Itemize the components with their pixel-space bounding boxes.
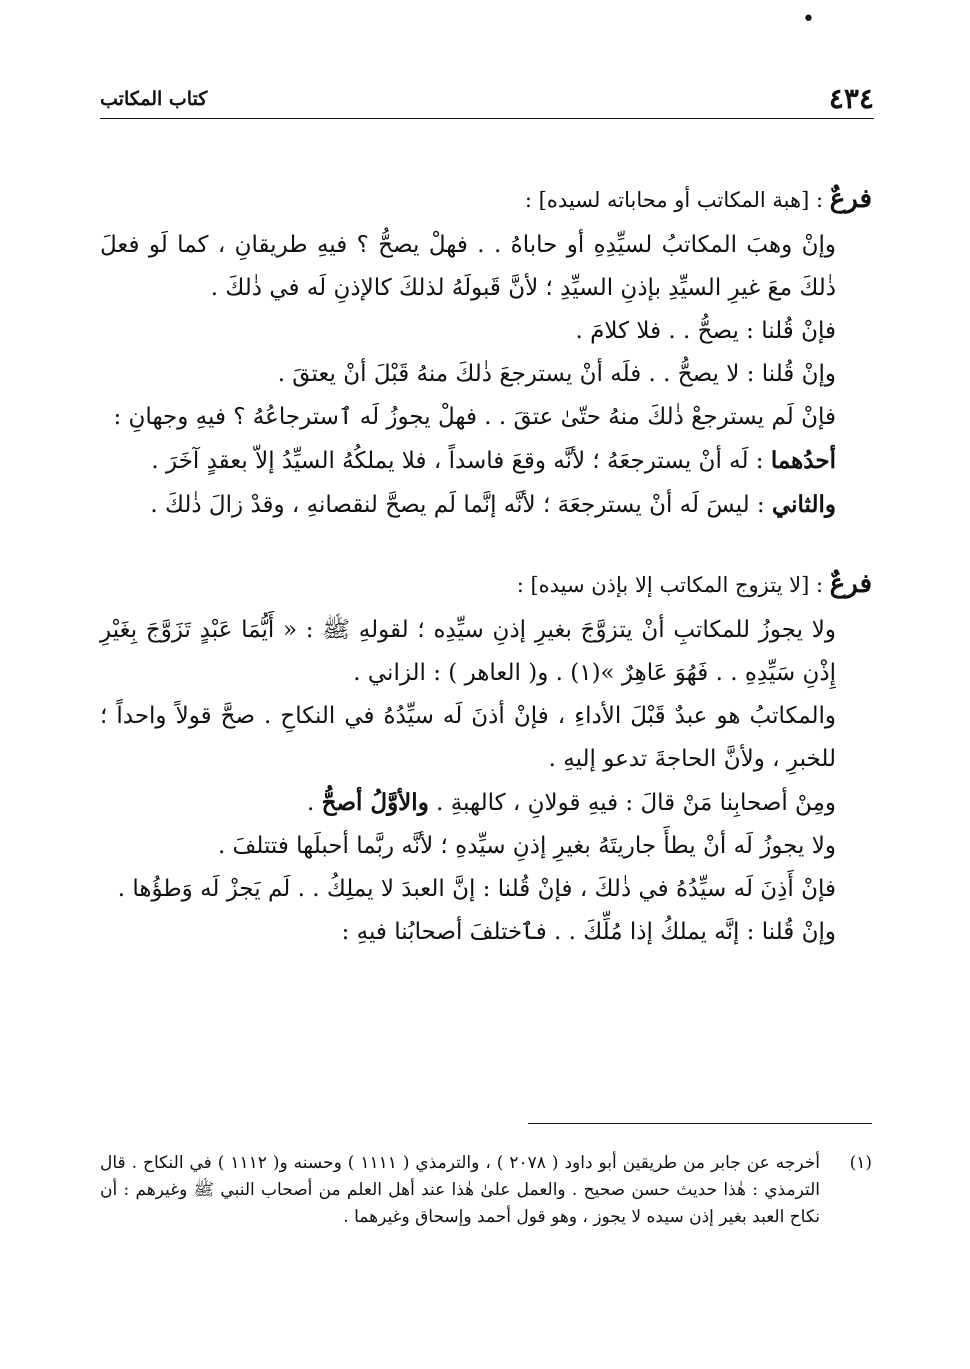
section-label: فرعٌ <box>829 569 872 599</box>
paragraph-text: وإنْ قُلنا : لا يصحُّ . . فلَه أنْ يسترجعَ ذٰلكَ منهُ قَبْلَ أنْ يعتقَ . <box>277 361 836 387</box>
opinion-label: أحدُهما <box>770 447 836 474</box>
paragraph-text: والمكاتبُ هو عبدٌ قَبْلَ الأداءِ ، فإنْ أذنَ لَه سيِّدُهُ في النكاحِ . صحَّ قولاً واحداً ؛ للخبرِ ، ولأنَّ الحاجةَ تدعو إليهِ . <box>100 703 836 772</box>
paragraph <box>100 825 872 868</box>
paragraph-text: ومِنْ أصحابِنا مَنْ قالَ : فيهِ قولانِ ، كالهبةِ . <box>428 790 836 816</box>
footnote-separator <box>528 1123 872 1124</box>
paragraph-text: فإنْ قُلنا : يصحُّ . . فلا كلامَ . <box>575 318 836 344</box>
paragraph-text: ولا يجوزُ لَه أنْ يطأَ جاريتَهُ بغيرِ إذنِ سيِّدهِ ؛ لأنَّه ربَّما أحبلَها فتتلفَ . <box>217 833 836 859</box>
paragraph <box>100 439 872 483</box>
paragraph-text: : لَه أنْ يسترجعَهُ ؛ لأنَّه وقعَ فاسداً ، فلا يملكُهُ السيِّدُ إلاّ بعقدٍ آخَرَ . <box>151 448 771 474</box>
running-header <box>100 78 874 119</box>
section-label: فرعٌ <box>829 184 872 214</box>
paragraph <box>100 911 872 954</box>
paragraph-text: فإنْ لَم يسترجعْ ذٰلكَ منهُ حتّىٰ عتقَ . . فهلْ يجوزُ لَه ٱسترجاعُهُ ؟ فيهِ وجهانِ : <box>113 404 836 430</box>
book-title: كتاب المكاتب <box>100 88 208 110</box>
footnote-number: (١) <box>849 1153 872 1173</box>
section-marriage-of-mukatab <box>100 559 872 954</box>
paragraph-text: : ليسَ لَه أنْ يسترجعَهَ ؛ لأنَّه إنَّما لَم يصحَّ لنقصانهِ ، وقدْ زالَ ذٰلكَ . <box>150 492 772 518</box>
opinion-label: والثاني <box>771 491 836 518</box>
paragraph-text: فإنْ أَذِنَ لَه سيِّدُهُ في ذٰلكَ ، فإنْ قُلنا : إنَّ العبدَ لا يملِكُ . . لَم يَجزْ لَه وَطؤُها . <box>117 876 836 902</box>
paragraph <box>100 868 872 911</box>
main-text <box>100 174 872 954</box>
preferred-opinion: والأوَّلُ أصحُّ <box>321 789 429 816</box>
section-title: : [هبة المكاتب أو محاباته لسيده] : <box>524 188 830 212</box>
paragraph-text: وإنْ وهبَ المكاتبُ لسيِّدِهِ أو حاباهُ . . فهلْ يصحُّ ؟ فيهِ طريقانِ ، كما لَو فعلَ ذٰلكَ معَ غيرِ السيِّدِ بإذنِ السيِّدِ ؛ لأنَّ قَبولَهُ لذلكَ كالإذنِ لَه في ذٰلكَ . <box>100 232 836 301</box>
paragraph-tail: . <box>306 790 322 816</box>
paragraph <box>100 224 872 310</box>
page-number: ٤٣٤ <box>828 82 874 115</box>
section-heading <box>100 174 872 224</box>
footnote-text: أخرجه عن جابر من طريقين أبو داود ( ٢٠٧٨ ) ، والترمذي ( ١١١١ ) وحسنه و( ١١١٢ ) في النكاح . قال الترمذي : هٰذا حديث حسن صحيح . والعمل علىٰ هٰذا عند أهل العلم من أصحاب النبي ﷺ وغيرهم : أن نكاح العبد بغير إذن سيده لا يجوز ، وهو قول أحمد وإسحاق وغيرهما . <box>100 1153 820 1227</box>
section-gift-of-mukatab <box>100 174 872 527</box>
section-title: : [لا يتزوج المكاتب إلا بإذن سيده] : <box>516 573 830 597</box>
paragraph-text: ولا يجوزُ للمكاتبِ أنْ يتزوَّجَ بغيرِ إذنِ سيِّدِه ؛ لقولهِ ﷺ : « أَيُّمَا عَبْدٍ تَزَوَّجَ بِغَيْرِ إِذْنِ سَيِّدِهِ . . فَهُوَ عَاهِرٌ »(١) . و( العاهر ) : الزاني . <box>100 617 836 686</box>
paragraph <box>100 310 872 353</box>
paragraph <box>100 396 872 439</box>
section-heading <box>100 559 872 609</box>
page-mark: • <box>802 7 815 32</box>
paragraph <box>100 483 872 527</box>
footnote <box>100 1150 872 1231</box>
paragraph <box>100 695 872 781</box>
paragraph <box>100 353 872 396</box>
paragraph <box>100 609 872 695</box>
paragraph <box>100 781 872 825</box>
paragraph-text: وإنْ قُلنا : إنَّه يملكُ إذا مُلِّكَ . . فٱختلفَ أصحابُنا فيهِ : <box>341 919 836 945</box>
